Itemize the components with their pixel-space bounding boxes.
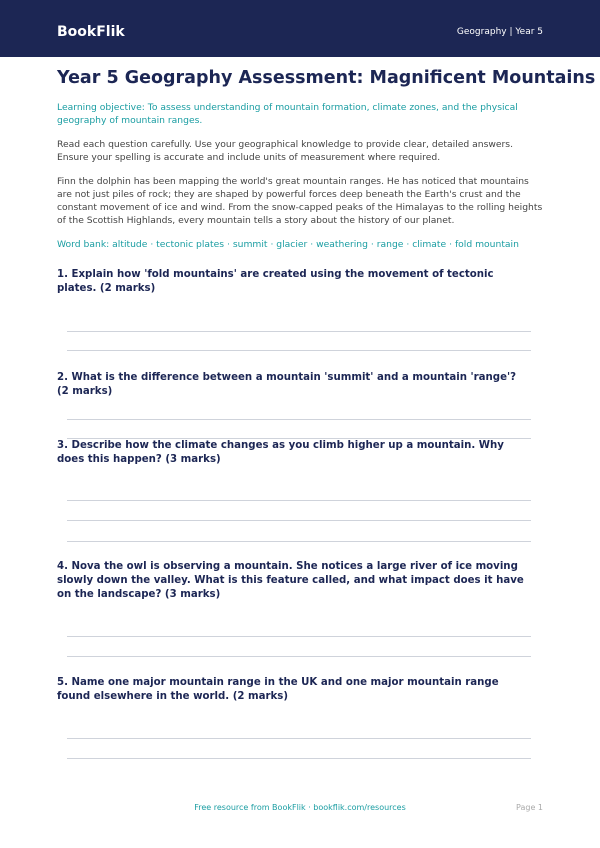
answer-line[interactable]: [67, 350, 531, 351]
answer-line[interactable]: [67, 500, 531, 501]
question-4: 4. Nova the owl is observing a mountain. She notices a large river of ice moving slowly down the valley. What is this feature called, and what impact does it have on the landscape? (3 marks): [57, 561, 524, 600]
subject-year-label: Geography | Year 5: [456, 27, 543, 37]
question-2: 2. What is the difference between a mountain 'summit' and a mountain 'range'? (2 marks): [57, 372, 517, 397]
intro-section: [57, 67, 596, 251]
instructions-text: Read each question carefully. Use your geographical knowledge to provide clear, detailed answers. Ensure your spelling is accurate and include units of measurement where required.: [57, 139, 514, 163]
question-1: 1. Explain how 'fold mountains' are created using the movement of tectonic plates. (2 marks): [57, 269, 494, 294]
answer-line[interactable]: [67, 331, 531, 332]
answer-line[interactable]: [67, 541, 531, 542]
answer-line[interactable]: [67, 758, 531, 759]
intro-paragraph: Finn the dolphin has been mapping the world's great mountain ranges. He has noticed that mountains are not just piles of rock; they are shaped by powerful forces deep beneath the Earth's crust and the constant movement of ice and wind. From the snow-capped peaks of the Himalayas to the rolling heights of the Scottish Highlands, every mountain tells a story about the history of our planet.: [57, 176, 543, 226]
answer-line[interactable]: [67, 419, 531, 420]
page-title: Year 5 Geography Assessment: Magnificent Mountains: [57, 68, 596, 88]
answer-line[interactable]: [67, 738, 531, 739]
footer-resource-link[interactable]: Free resource from BookFlik · bookflik.com/resources: [194, 803, 406, 812]
header-bar: [0, 0, 600, 57]
answer-line[interactable]: [67, 636, 531, 637]
word-bank: Word bank: altitude · tectonic plates · summit · glacier · weathering · range · climate · fold mountain: [57, 239, 519, 250]
answer-line[interactable]: [67, 520, 531, 521]
learning-objective: Learning objective: To assess understanding of mountain formation, climate zones, and the physical geography of mountain ranges.: [57, 102, 518, 126]
question-5: 5. Name one major mountain range in the UK and one major mountain range found elsewhere in the world. (2 marks): [57, 677, 499, 702]
brand-logo[interactable]: BookFlik: [57, 24, 125, 40]
question-3: 3. Describe how the climate changes as you climb higher up a mountain. Why does this happen? (3 marks): [57, 440, 504, 465]
answer-line[interactable]: [67, 656, 531, 657]
page-number: Page 1: [516, 803, 543, 812]
